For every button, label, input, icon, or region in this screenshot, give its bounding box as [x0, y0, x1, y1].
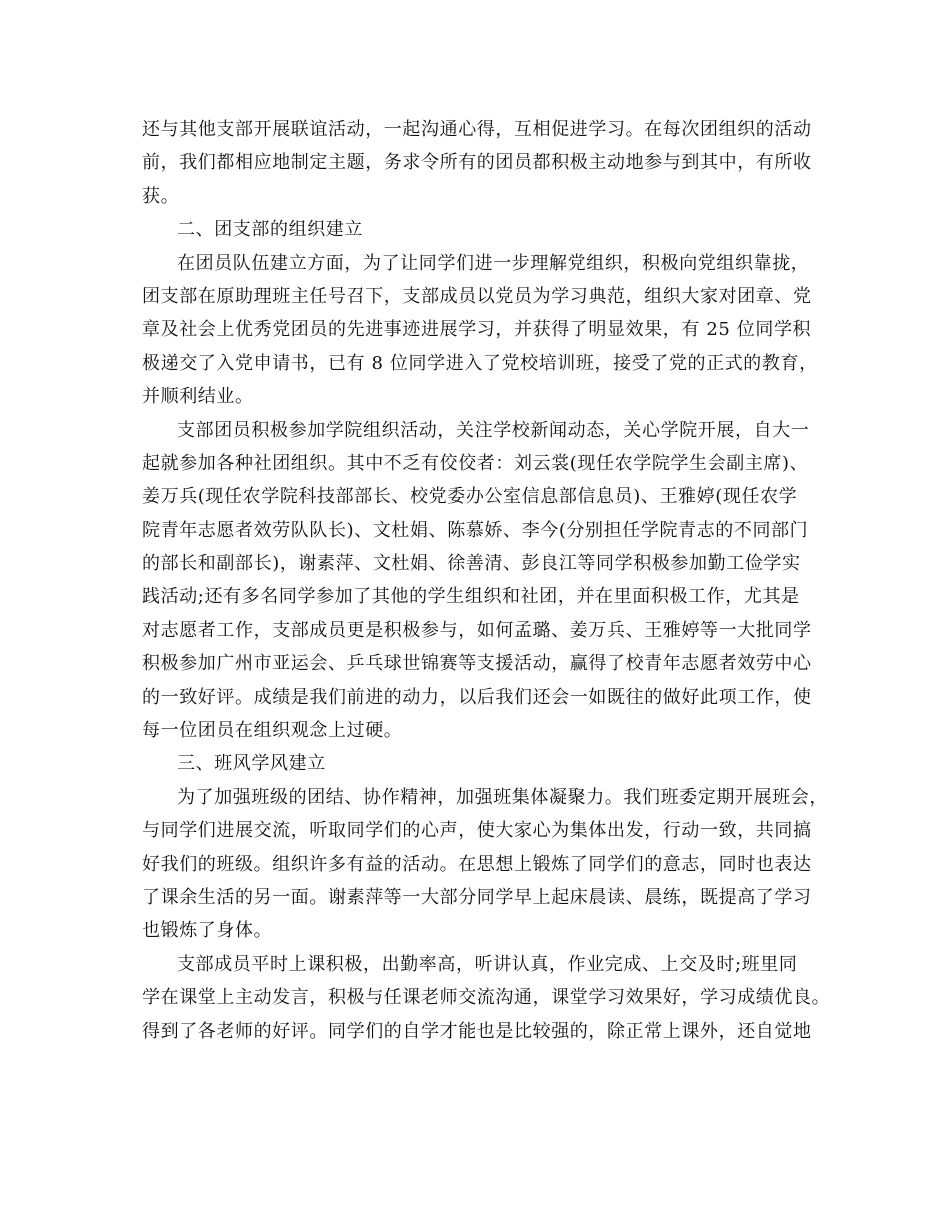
text-line: 的一致好评。成绩是我们前进的动力，以后我们还会一如既往的做好此项工作，使	[142, 686, 812, 708]
text-line: 践活动;还有多名同学参加了其他的学生组织和社团，并在里面积极工作，尤其是	[142, 586, 800, 608]
text-line: 极递交了入党申请书，已有 8 位同学进入了党校培训班，接受了党的正式的教育，	[142, 352, 818, 374]
text-line: 并顺利结业。	[142, 386, 254, 408]
text-line: 积极参加广州市亚运会、乒乓球世锦赛等支援活动，赢得了校青年志愿者效劳中心	[142, 653, 812, 675]
text-line: 学在课堂上主动发言，积极与任课老师交流沟通，课堂学习效果好，学习成绩优良。	[142, 987, 831, 1009]
text-line: 三、班风学风建立	[177, 753, 326, 775]
body-text	[142, 113, 831, 1048]
text-line: 对志愿者工作，支部成员更是积极参与，如何孟璐、姜万兵、王雅婷等一大批同学	[142, 619, 812, 641]
text-line: 姜万兵(现任农学院科技部部长、校党委办公室信息部信息员)、王雅婷(现任农学	[142, 486, 798, 508]
text-line: 二、团支部的组织建立	[177, 219, 363, 241]
text-line: 每一位团员在组织观念上过硬。	[142, 720, 403, 742]
text-line: 支部团员积极参加学院组织活动，关注学校新闻动态，关心学院开展，自大一	[177, 419, 810, 441]
text-line: 支部成员平时上课积极，出勤率高，听讲认真，作业完成、上交及时;班里同	[177, 953, 798, 975]
text-line: 了课余生活的另一面。谢素萍等一大部分同学早上起床晨读、晨练，既提高了学习	[142, 886, 812, 908]
text-line: 好我们的班级。组织许多有益的活动。在思想上锻炼了同学们的意志，同时也表达	[142, 853, 812, 875]
text-line: 院青年志愿者效劳队队长)、文杜娟、陈慕娇、李今(分别担任学院青志的不同部门	[142, 519, 809, 541]
text-line: 章及社会上优秀党团员的先进事迹进展学习，并获得了明显效果，有 25 位同学积	[142, 319, 812, 341]
text-line: 团支部在原助理班主任号召下，支部成员以党员为学习典范，组织大家对团章、党	[142, 285, 812, 307]
text-line: 还与其他支部开展联谊活动，一起沟通心得，互相促进学习。在每次团组织的活动	[142, 119, 812, 140]
text-line: 前，我们都相应地制定主题，务求令所有的团员都积极主动地参与到其中，有所收	[142, 152, 812, 174]
text-line: 与同学们进展交流，听取同学们的心声，使大家心为集体出发，行动一致，共同搞	[142, 820, 812, 842]
text-line: 为了加强班级的团结、协作精神，加强班集体凝聚力。我们班委定期开展班会，	[177, 786, 828, 808]
text-line: 的部长和副部长)，谢素萍、文杜娟、徐善清、彭良江等同学积极参加勤工俭学实	[142, 553, 801, 575]
text-line: 得到了各老师的好评。同学们的自学才能也是比较强的，除正常上课外，还自觉地	[142, 1020, 812, 1042]
text-line: 起就参加各种社团组织。其中不乏有佼佼者：刘云裳(现任农学院学生会副主席)、	[142, 452, 809, 474]
text-line: 获。	[142, 185, 180, 207]
text-line: 在团员队伍建立方面，为了让同学们进一步理解党组织，积极向党组织靠拢，	[177, 252, 810, 274]
text-line: 也锻炼了身体。	[142, 920, 273, 942]
